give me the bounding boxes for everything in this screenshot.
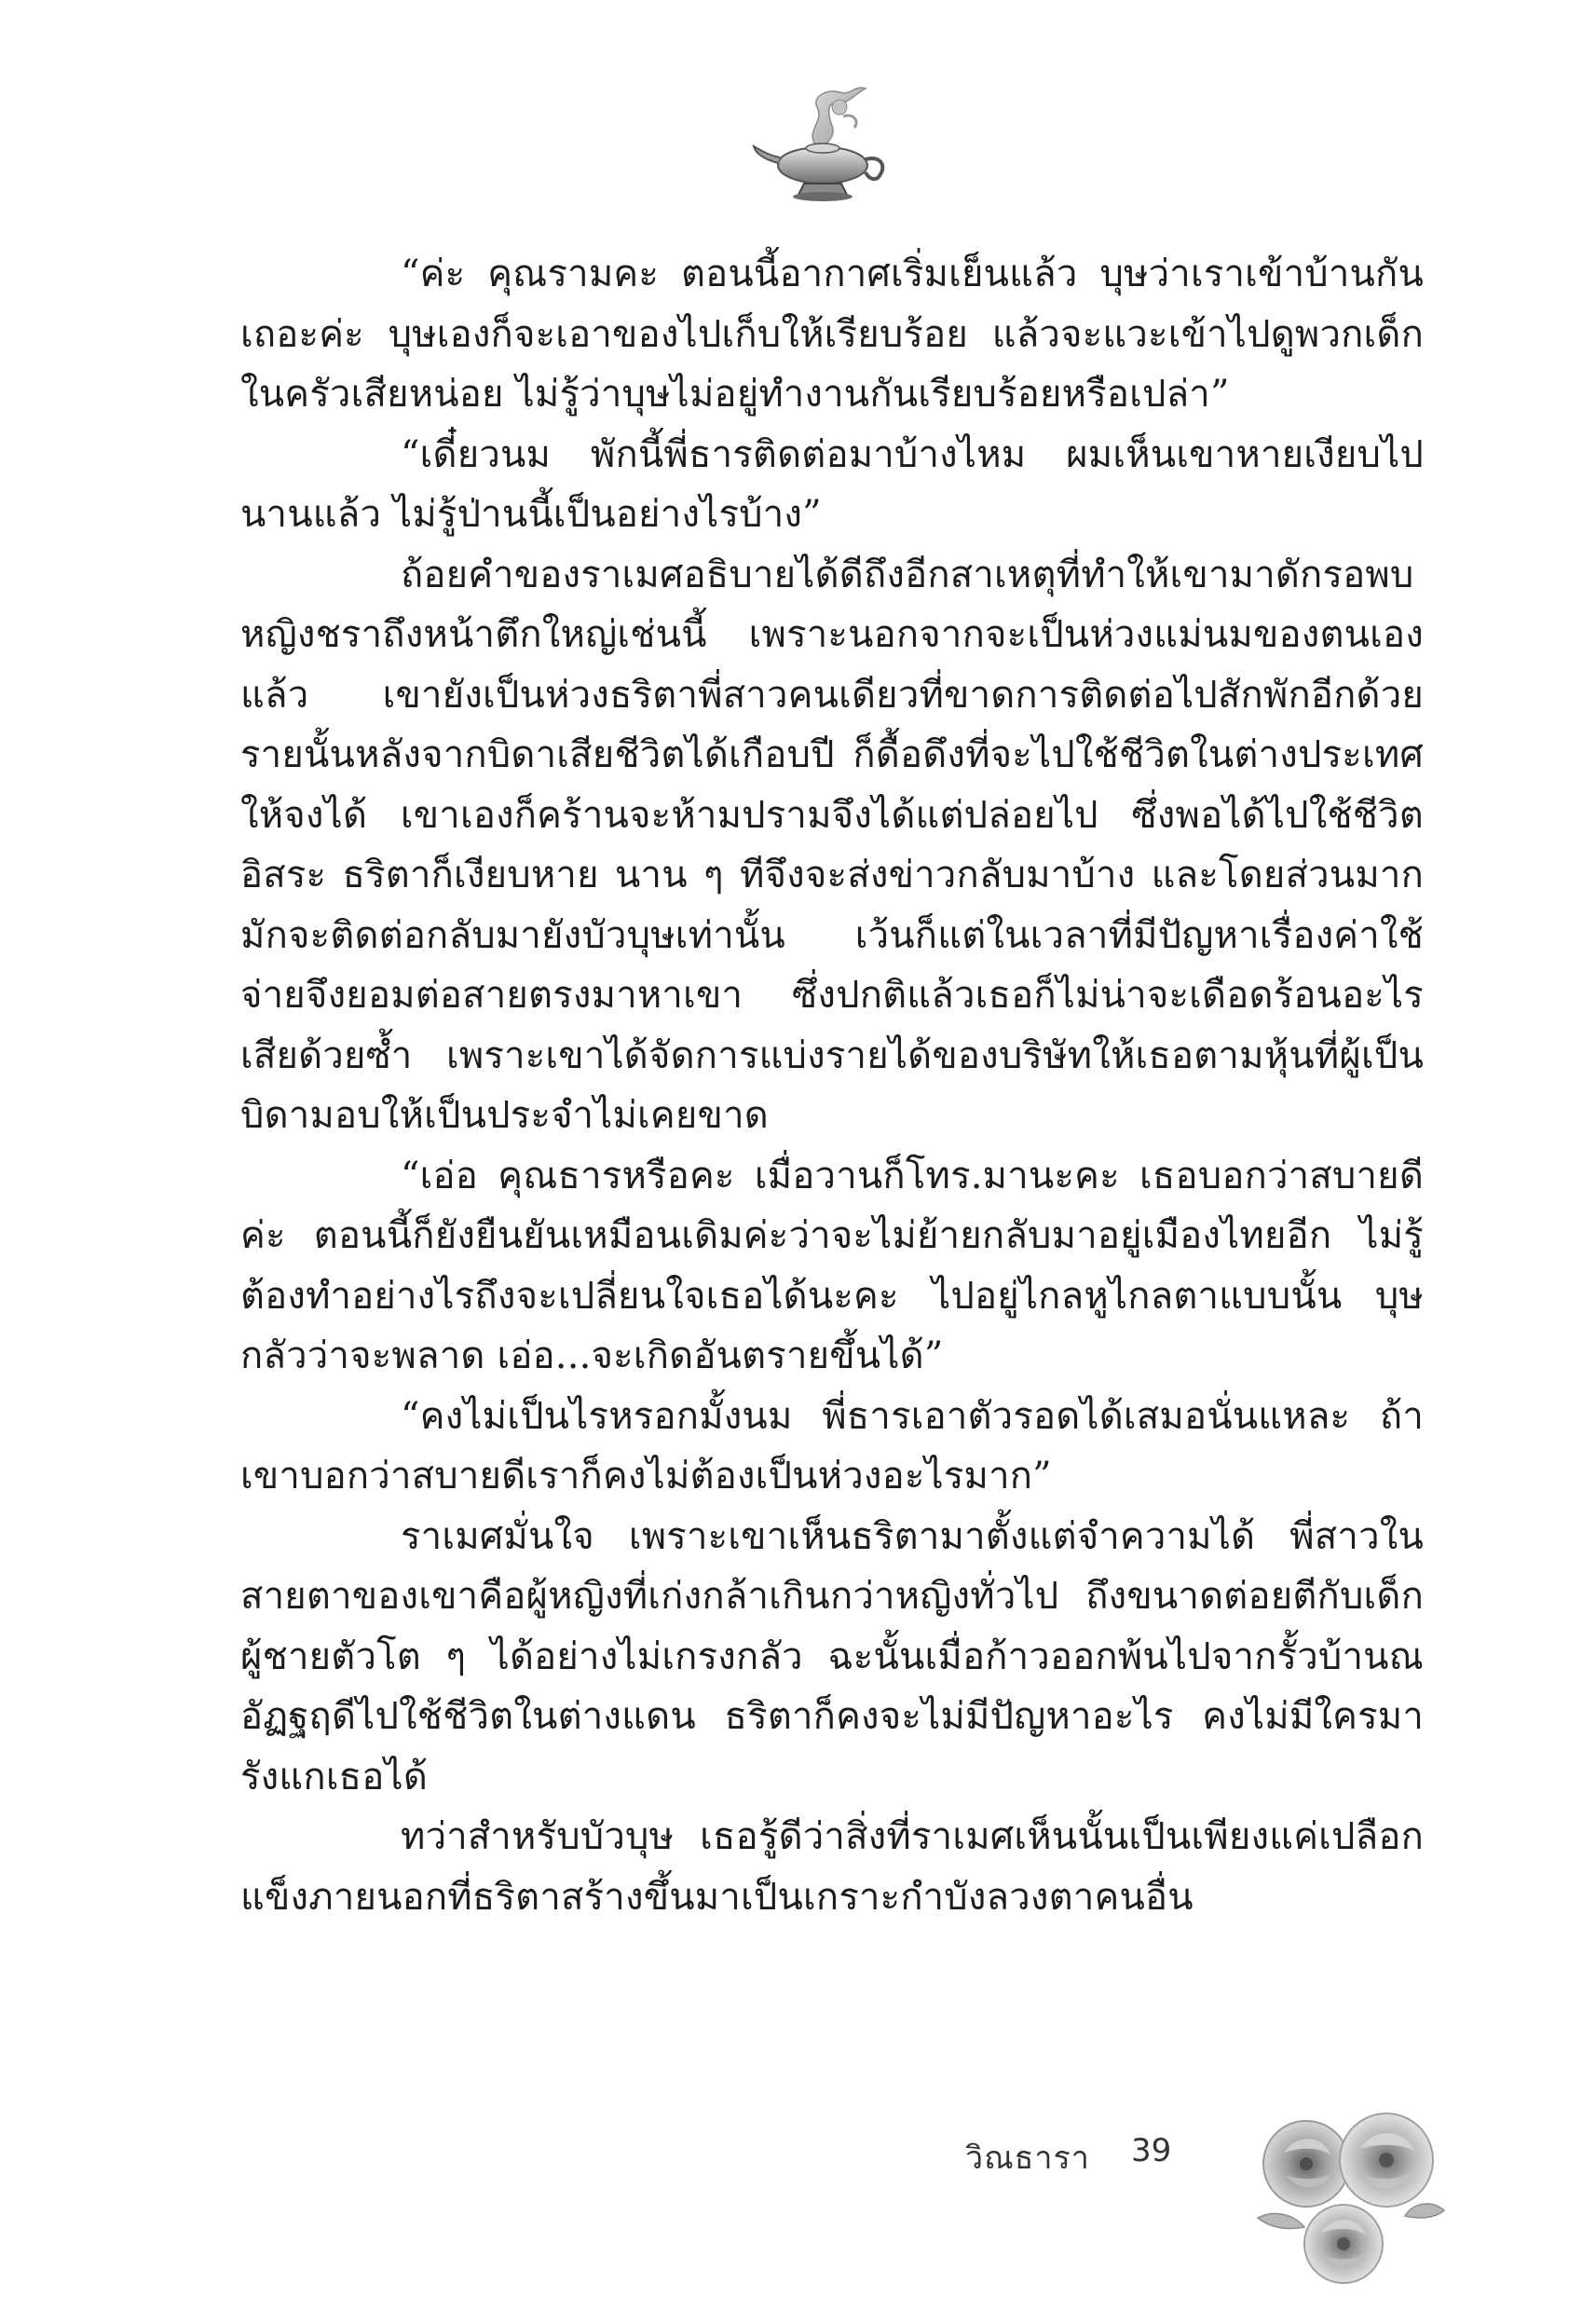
roses-icon bbox=[1248, 2106, 1453, 2292]
paragraph: “เอ่อ คุณธารหรือคะ เมื่อวานก็โทร.มานะคะ เธอบอกว่าสบายดีค่ะ ตอนนี้ก็ยังยืนยันเหมือนเดิมค่ะว่าจะไม่ย้ายกลับมาอยู่เมืองไทยอีก ไม่รู้ต้องทำอย่างไรถึงจะเปลี่ยนใจเธอได้นะคะ ไปอยู่ไกลหูไกลตาแบบนั้น บุษกลัวว่าจะพลาด เอ่อ...จะเกิดอันตรายขึ้นได้” bbox=[240, 1154, 1424, 1377]
paragraph: ถ้อยคำของราเมศอธิบายได้ดีถึงอีกสาเหตุที่ทำให้เขามาดักรอพบหญิงชราถึงหน้าตึกใหญ่เช่นนี้ เพราะนอกจากจะเป็นห่วงแม่นมของตนเองแล้ว เขายังเป็นห่วงธริตาพี่สาวคนเดียวที่ขาดการติดต่อไปสักพักอีกด้วย รายนั้นหลังจากบิดาเสียชีวิตได้เกือบปี ก็ดื้อดึงที่จะไปใช้ชีวิตในต่างประเทศให้จงได้ เขาเองก็คร้านจะห้ามปรามจึงได้แต่ปล่อยไป ซึ่งพอได้ไปใช้ชีวิตอิสระ ธริตาก็เงียบหาย นาน ๆ ทีจึงจะส่งข่าวกลับมาบ้าง และโดยส่วนมากมักจะติดต่อกลับมายังบัวบุษเท่านั้น เว้นก็แต่ในเวลาที่มีปัญหาเรื่องค่าใช้จ่ายจึงยอมต่อสายตรงมาหาเขา ซึ่งปกติแล้วเธอก็ไม่น่าจะเดือดร้อนอะไรเสียด้วยซ้ำ เพราะเขาได้จัดการแบ่งรายได้ของบริษัทให้เธอตามหุ้นที่ผู้เป็นบิดามอบให้เป็นประจำไม่เคยขาด bbox=[240, 553, 1424, 1137]
paragraph: ทว่าสำหรับบัวบุษ เธอรู้ดีว่าสิ่งที่ราเมศเห็นนั้นเป็นเพียงแค่เปลือกแข็งภายนอกที่ธริตาสร้างขึ้นมาเป็นเกราะกำบังลวงตาคนอื่น bbox=[240, 1815, 1424, 1919]
body-text bbox=[240, 244, 1424, 1927]
genie-lamp-icon bbox=[750, 79, 890, 210]
page-footer bbox=[932, 2115, 1596, 2311]
page-number: 39 bbox=[1131, 2132, 1172, 2169]
book-title: วิณธารา bbox=[965, 2140, 1090, 2177]
paragraph: ราเมศมั่นใจ เพราะเขาเห็นธริตามาตั้งแต่จำความได้ พี่สาวในสายตาของเขาคือผู้หญิงที่เก่งกล้าเกินกว่าหญิงทั่วไป ถึงขนาดต่อยตีกับเด็กผู้ชายตัวโต ๆ ได้อย่างไม่เกรงกลัว ฉะนั้นเมื่อก้าวออกพ้นไปจากรั้วบ้านณอัฏฐฤดีไปใช้ชีวิตในต่างแดน ธริตาก็คงจะไม่มีปัญหาอะไร คงไม่มีใครมารังแกเธอได้ bbox=[240, 1514, 1424, 1798]
paragraph: “ค่ะ คุณรามคะ ตอนนี้อากาศเริ่มเย็นแล้ว บุษว่าเราเข้าบ้านกันเถอะค่ะ บุษเองก็จะเอาของไปเก็บให้เรียบร้อย แล้วจะแวะเข้าไปดูพวกเด็กในครัวเสียหน่อย ไม่รู้ว่าบุษไม่อยู่ทำงานกันเรียบร้อยหรือเปล่า” bbox=[240, 253, 1424, 416]
paragraph: “คงไม่เป็นไรหรอกมั้งนม พี่ธารเอาตัวรอดได้เสมอนั่นแหละ ถ้าเขาบอกว่าสบายดีเราก็คงไม่ต้องเป็นห่วงอะไรมาก” bbox=[240, 1394, 1424, 1497]
paragraph: “เดี๋ยวนม พักนี้พี่ธารติดต่อมาบ้างไหม ผมเห็นเขาหายเงียบไปนานแล้ว ไม่รู้ป่านนี้เป็นอย่างไรบ้าง” bbox=[240, 432, 1424, 536]
